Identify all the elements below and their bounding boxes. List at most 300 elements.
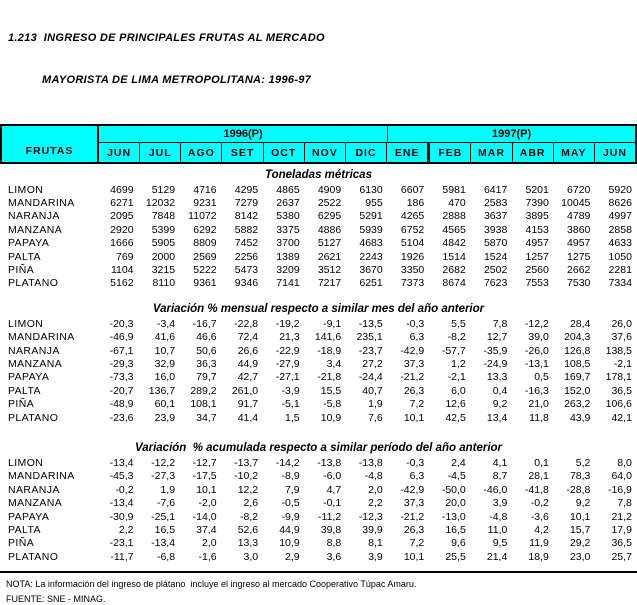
month-header-2: AGO [180, 143, 221, 162]
cell-value: 3512 [317, 264, 342, 277]
cell-value: -48,9 [109, 398, 134, 411]
cell-value: 3895 [525, 210, 549, 223]
cell-value: -13,8 [317, 456, 342, 469]
cell-value: 4,1 [492, 456, 508, 469]
cell-value: 78,3 [569, 470, 591, 483]
cell-value: 7553 [525, 277, 549, 290]
cell-value: 11072 [188, 210, 217, 223]
month-header-3: SET [221, 143, 262, 162]
table-row [0, 483, 637, 496]
month-header-10: ABR [512, 143, 553, 162]
cell-value: 7,6 [368, 411, 383, 424]
month-header-8: FEB [427, 143, 470, 162]
cell-value: 7141 [276, 277, 300, 290]
cell-value: 3215 [151, 264, 176, 277]
cell-value: 42,1 [611, 411, 632, 424]
table-row [0, 496, 637, 509]
cell-value: 37,3 [403, 497, 425, 510]
cell-value: 178,1 [605, 371, 632, 384]
cell-value: 4886 [317, 223, 342, 236]
cell-value: 9231 [193, 197, 217, 210]
cell-value: -3,9 [281, 384, 300, 397]
cell-value: 6,0 [451, 384, 466, 397]
cell-value: 23,9 [154, 411, 176, 424]
cell-value: -67,1 [109, 344, 134, 357]
cell-value: 43,9 [569, 411, 591, 424]
month-header-0: JUN [107, 146, 132, 159]
cell-value: 235,1 [356, 331, 383, 344]
cell-value: 5291 [359, 210, 383, 223]
cell-value: 28,4 [569, 317, 591, 330]
cell-value: 7,2 [409, 537, 425, 550]
cell-value: 2,2 [368, 497, 383, 510]
cell-value: 2,6 [243, 497, 259, 510]
table-row [0, 456, 637, 469]
cell-value: 10,9 [279, 537, 300, 550]
cell-value: 3860 [567, 223, 591, 236]
cell-value: 6417 [483, 183, 508, 196]
cell-value: -24,4 [358, 371, 383, 384]
cell-value: 0,4 [492, 384, 508, 397]
cell-value: 10,1 [569, 510, 591, 523]
cell-value: 25,7 [611, 550, 632, 563]
cell-value: 8,7 [492, 470, 508, 483]
cell-value: 2095 [110, 210, 134, 223]
table-row [0, 523, 637, 536]
cell-value: 7623 [483, 277, 508, 290]
cell-value: 5222 [193, 264, 217, 277]
cell-value: 21,3 [279, 331, 300, 344]
cell-value: 2858 [608, 223, 632, 236]
cell-value: -5,8 [323, 398, 342, 411]
cell-value: 2621 [317, 250, 342, 263]
cell-value: 9,2 [492, 398, 508, 411]
cell-value: 4997 [608, 210, 632, 223]
table-row [0, 470, 637, 483]
cell-value: 20,0 [445, 497, 466, 510]
cell-value: 3209 [276, 264, 300, 277]
table-row [0, 411, 637, 424]
cell-value: -27,3 [151, 470, 176, 483]
months-header-area [99, 126, 635, 162]
cell-value: 10,1 [403, 550, 425, 563]
row-label-fruit: PIÑA [8, 537, 35, 550]
cell-value: 8,0 [617, 456, 632, 469]
cell-value: 10,1 [403, 411, 425, 424]
cell-value: 2281 [608, 264, 632, 277]
cell-value: 2000 [151, 250, 176, 263]
cell-value: 5920 [608, 183, 632, 196]
footnote-nota: NOTA: La información del ingreso de plátano incluye el ingreso al mercado Cooperativo Túpac Amaru. [6, 579, 417, 590]
cell-value: 2243 [359, 250, 383, 263]
cell-value: 4,2 [534, 523, 549, 536]
cell-value: 5939 [359, 223, 383, 236]
cell-value: 13,3 [237, 537, 259, 550]
cell-value: 108,1 [190, 398, 217, 411]
cell-value: 44,9 [279, 523, 300, 536]
cell-value: 12,2 [237, 483, 259, 496]
year-group-header-0: 1996(P) [223, 128, 263, 140]
document-title [8, 3, 637, 115]
cell-value: 13,4 [486, 411, 508, 424]
cell-value: 21,2 [611, 510, 632, 523]
cell-value: 8142 [234, 210, 259, 223]
cell-value: -12,2 [151, 456, 176, 469]
row-label-fruit: PALTA [8, 250, 41, 263]
row-label-fruit: LIMON [8, 456, 44, 469]
cell-value: 3375 [276, 223, 300, 236]
cell-value: -3,6 [530, 510, 549, 523]
year-group-header-1: 1997(P) [387, 126, 635, 142]
cell-value: 6295 [317, 210, 342, 223]
cell-value: 7,8 [617, 497, 632, 510]
cell-value: 9,6 [451, 537, 466, 550]
row-label-fruit: MANZANA [8, 357, 63, 370]
cell-value: 141,6 [314, 331, 342, 344]
cell-value: 186 [406, 197, 425, 210]
cell-value: -12,7 [192, 456, 217, 469]
cell-value: 36,5 [611, 537, 632, 550]
cell-value: 5981 [442, 183, 466, 196]
cell-value: -8,2 [240, 510, 259, 523]
cell-value: -22,9 [275, 344, 300, 357]
cell-value: -14,0 [192, 510, 217, 523]
cell-value: 2,0 [368, 483, 383, 496]
month-header-11: MAY [553, 143, 594, 162]
cell-value: 2,4 [451, 456, 466, 469]
row-label-fruit: PALTA [8, 384, 41, 397]
cell-value: 37,3 [403, 357, 425, 370]
cell-value: -11,2 [318, 510, 342, 523]
cell-value: 5399 [151, 223, 176, 236]
cell-value: 4716 [193, 183, 217, 196]
cell-value: 32,9 [154, 357, 176, 370]
cell-value: 46,6 [196, 331, 217, 344]
cell-value: 0,1 [534, 456, 549, 469]
row-label-fruit: LIMON [8, 317, 44, 330]
cell-value: 1524 [483, 250, 508, 263]
cell-value: -29,3 [109, 357, 134, 370]
cell-value: -10,2 [234, 470, 259, 483]
cell-value: 3700 [276, 237, 300, 250]
cell-value: -7,6 [156, 497, 176, 510]
cell-value: 26,6 [237, 344, 259, 357]
cell-value: 152,0 [564, 384, 591, 397]
cell-value: 769 [116, 250, 134, 263]
cell-value: 7279 [234, 197, 259, 210]
cell-value: 3,6 [326, 550, 342, 563]
cell-value: -14,2 [275, 456, 300, 469]
cell-value: 6,3 [409, 470, 425, 483]
cell-value: -19,2 [275, 317, 300, 330]
cell-value: -35,9 [483, 344, 508, 357]
row-label-fruit: PIÑA [8, 398, 35, 411]
cell-value: 1666 [110, 237, 134, 250]
cell-value: -28,8 [566, 483, 591, 496]
row-label-fruit: NARANJA [8, 210, 60, 223]
column-header-frutas: FRUTAS [2, 126, 99, 162]
cell-value: 12,7 [486, 331, 508, 344]
cell-value: 136,7 [148, 384, 176, 397]
cell-value: 2920 [110, 223, 134, 236]
cell-value: -13,1 [524, 357, 549, 370]
cell-value: 9,2 [575, 497, 591, 510]
cell-value: 4957 [525, 237, 549, 250]
month-header-6: DIC [345, 143, 386, 162]
cell-value: 470 [448, 197, 466, 210]
cell-value: 4865 [276, 183, 300, 196]
cell-value: -8,2 [447, 331, 466, 344]
cell-value: 4265 [400, 210, 425, 223]
cell-value: -13,4 [109, 497, 134, 510]
cell-value: 7,2 [409, 398, 425, 411]
row-label-fruit: MANZANA [8, 223, 63, 236]
cell-value: -27,9 [275, 357, 300, 370]
table-row [0, 537, 637, 550]
cell-value: 3,4 [326, 357, 342, 370]
cell-value: 5882 [234, 223, 259, 236]
cell-value: 12032 [145, 197, 176, 210]
table-header [0, 124, 637, 164]
row-label-fruit: MANDARINA [8, 331, 75, 344]
cell-value: 1926 [400, 250, 425, 263]
cell-value: 27,2 [362, 357, 383, 370]
table-row [0, 317, 637, 330]
cell-value: 36,3 [196, 357, 217, 370]
cell-value: 21,4 [486, 550, 508, 563]
cell-value: 6752 [400, 223, 425, 236]
cell-value: 50,6 [196, 344, 217, 357]
cell-value: 16,5 [445, 523, 466, 536]
table-row [0, 384, 637, 397]
table-row [0, 331, 637, 344]
cell-value: -22,8 [234, 317, 259, 330]
month-header-5: NOV [304, 143, 345, 162]
cell-value: -57,7 [441, 344, 466, 357]
section-title-0: Toneladas métricas [265, 169, 372, 181]
row-label-fruit: PLATANO [8, 277, 59, 290]
cell-value: 2,2 [118, 523, 134, 536]
cell-value: -0,1 [323, 497, 342, 510]
cell-value: 1389 [276, 250, 300, 263]
cell-value: 36,5 [611, 384, 632, 397]
table-row [0, 510, 637, 523]
cell-value: 5870 [483, 237, 508, 250]
section-title-1: Variación % mensual respecto a similar mes del año anterior [152, 303, 485, 316]
cell-value: -27,1 [275, 371, 300, 384]
row-label-fruit: NARANJA [8, 483, 60, 496]
cell-value: 29,2 [569, 537, 591, 550]
cell-value: 4565 [442, 223, 466, 236]
cell-value: -30,9 [109, 510, 134, 523]
cell-value: 4909 [317, 183, 342, 196]
cell-value: 39,8 [320, 523, 342, 536]
cell-value: 0,5 [534, 371, 549, 384]
cell-value: 12,6 [445, 398, 466, 411]
cell-value: 37,4 [196, 523, 217, 536]
row-label-fruit: PAPAYA [8, 510, 50, 523]
cell-value: 16,0 [154, 371, 176, 384]
cell-value: 7452 [234, 237, 259, 250]
cell-value: -11,7 [110, 550, 134, 563]
cell-value: 3670 [359, 264, 383, 277]
cell-value: -2,1 [613, 357, 632, 370]
cell-value: 37,6 [611, 331, 632, 344]
cell-value: 18,9 [528, 550, 549, 563]
cell-value: -5,1 [281, 398, 300, 411]
table-row [0, 277, 637, 290]
cell-value: 4842 [442, 237, 466, 250]
cell-value: 6130 [359, 183, 383, 196]
cell-value: 60,1 [154, 398, 176, 411]
cell-value: 1104 [110, 264, 134, 277]
cell-value: 5905 [151, 237, 176, 250]
cell-value: -16,3 [524, 384, 549, 397]
cell-value: 79,7 [196, 371, 217, 384]
cell-value: 8,1 [368, 537, 383, 550]
cell-value: 5127 [317, 237, 342, 250]
month-header-7: ENE [386, 143, 427, 162]
table-body [0, 168, 637, 563]
cell-value: -25,1 [151, 510, 176, 523]
month-header-4: OCT [263, 143, 304, 162]
table-row [0, 344, 637, 357]
cell-value: 3938 [483, 223, 508, 236]
cell-value: 7217 [317, 277, 342, 290]
cell-value: -13,8 [358, 456, 383, 469]
cell-value: 2256 [234, 250, 259, 263]
cell-value: 7,9 [285, 483, 300, 496]
cell-value: -50,0 [441, 483, 466, 496]
cell-value: 10,9 [320, 411, 342, 424]
cell-value: 4789 [567, 210, 591, 223]
cell-value: -13,5 [358, 317, 383, 330]
cell-value: 1257 [525, 250, 549, 263]
cell-value: -16,9 [607, 483, 632, 496]
cell-value: -1,6 [198, 550, 217, 563]
cell-value: -13,7 [234, 456, 259, 469]
row-label-fruit: PIÑA [8, 264, 35, 277]
row-label-fruit: LIMON [8, 183, 44, 196]
cell-value: -42,9 [400, 483, 425, 496]
table-section-0 [0, 168, 637, 290]
cell-value: 9,5 [492, 537, 508, 550]
table-row [0, 397, 637, 410]
table-section-2 [0, 441, 637, 563]
cell-value: -23,6 [109, 411, 134, 424]
cell-value: 1,2 [451, 357, 466, 370]
cell-value: 23,0 [569, 550, 591, 563]
cell-value: -9,9 [281, 510, 300, 523]
row-label-fruit: PALTA [8, 523, 41, 536]
cell-value: 126,8 [564, 344, 591, 357]
table-row [0, 210, 637, 223]
cell-value: 2,9 [285, 550, 300, 563]
cell-value: -0,5 [281, 497, 300, 510]
cell-value: -4,5 [447, 470, 466, 483]
cell-value: -46,0 [483, 483, 508, 496]
cell-value: 7848 [151, 210, 176, 223]
table-row [0, 223, 637, 236]
cell-value: 25,5 [445, 550, 466, 563]
cell-value: 955 [365, 197, 383, 210]
cell-value: 10,1 [196, 483, 217, 496]
cell-value: 6271 [110, 197, 134, 210]
cell-value: 4633 [608, 237, 632, 250]
cell-value: -20,7 [109, 384, 134, 397]
cell-value: 1,9 [368, 398, 383, 411]
cell-value: 9346 [234, 277, 259, 290]
cell-value: 6251 [359, 277, 383, 290]
cell-value: 6292 [193, 223, 217, 236]
cell-value: 5,5 [451, 317, 466, 330]
cell-value: 5201 [525, 183, 549, 196]
year-header-row [99, 126, 635, 143]
cell-value: 204,3 [564, 331, 591, 344]
cell-value: 4153 [525, 223, 549, 236]
cell-value: -24,9 [483, 357, 508, 370]
cell-value: -2,1 [447, 371, 466, 384]
cell-value: -0,2 [530, 497, 549, 510]
cell-value: -21,2 [400, 510, 425, 523]
row-label-fruit: NARANJA [8, 344, 60, 357]
cell-value: 289,2 [190, 384, 217, 397]
table-row [0, 263, 637, 276]
cell-value: 2637 [276, 197, 300, 210]
cell-value: 4957 [567, 237, 591, 250]
cell-value: 2522 [317, 197, 342, 210]
section-title-2: Variación % acumulada respecto a similar período del año anterior [134, 442, 503, 455]
cell-value: 26,0 [611, 317, 632, 330]
cell-value: 4683 [359, 237, 383, 250]
cell-value: -73,3 [109, 371, 134, 384]
cell-value: 138,5 [605, 344, 632, 357]
document-page [0, 3, 637, 605]
cell-value: -45,3 [109, 470, 134, 483]
cell-value: -12,2 [524, 317, 549, 330]
cell-value: -20,3 [109, 317, 134, 330]
cell-value: 1,5 [285, 411, 300, 424]
cell-value: -23,1 [109, 537, 134, 550]
cell-value: 5,2 [575, 456, 591, 469]
cell-value: 41,6 [154, 331, 176, 344]
cell-value: -17,5 [192, 470, 217, 483]
table-row [0, 357, 637, 370]
cell-value: 6,3 [409, 331, 425, 344]
cell-value: 3,9 [492, 497, 508, 510]
table-section-1 [0, 302, 637, 424]
cell-value: 52,6 [237, 523, 259, 536]
table-row [0, 196, 637, 209]
cell-value: -21,2 [400, 371, 425, 384]
row-label-fruit: MANDARINA [8, 470, 75, 483]
cell-value: -12,3 [358, 510, 383, 523]
cell-value: 3,0 [243, 550, 259, 563]
cell-value: 15,7 [569, 523, 591, 536]
cell-value: 108,5 [564, 357, 591, 370]
cell-value: -3,4 [156, 317, 176, 330]
cell-value: 10,7 [154, 344, 176, 357]
cell-value: 11,9 [529, 537, 549, 550]
cell-value: 41,4 [237, 411, 259, 424]
cell-value: 42,5 [445, 411, 466, 424]
cell-value: 72,4 [237, 331, 259, 344]
cell-value: 11,0 [487, 523, 508, 536]
cell-value: 8674 [442, 277, 466, 290]
cell-value: 2583 [483, 197, 508, 210]
cell-value: 42,7 [237, 371, 259, 384]
cell-value: 2682 [442, 264, 466, 277]
